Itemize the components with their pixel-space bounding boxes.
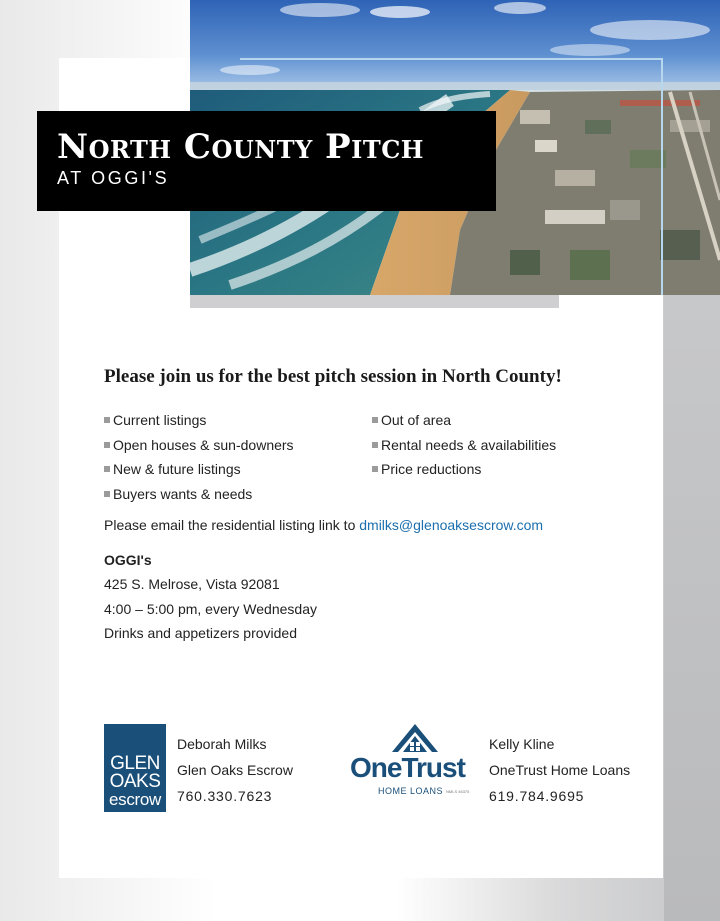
email-instruction: Please email the residential listing link to dmilks@glenoaksescrow.com <box>104 517 544 533</box>
venue-details <box>104 550 317 647</box>
list-item: Current listings <box>104 410 294 435</box>
sponsor-contact-glen-oaks <box>177 734 293 812</box>
contact-company: Glen Oaks Escrow <box>177 762 293 778</box>
bullet-square-icon <box>104 491 110 497</box>
contact-phone: 760.330.7623 <box>177 788 273 804</box>
bullet-square-icon <box>372 442 378 448</box>
venue-note: Drinks and appetizers provided <box>104 624 297 641</box>
intro-headline: Please join us for the best pitch session in North County! <box>104 366 562 387</box>
glen-oaks-escrow-logo: GLEN OAKS escrow <box>104 724 166 812</box>
title-banner <box>37 111 496 211</box>
list-item: Out of area <box>372 410 556 435</box>
page-subtitle: AT OGGI'S <box>57 168 170 188</box>
list-item: Buyers wants & needs <box>104 484 294 509</box>
bullet-square-icon <box>104 417 110 423</box>
email-link[interactable]: dmilks@glenoaksescrow.com <box>359 517 544 533</box>
list-item: New & future listings <box>104 459 294 484</box>
sponsor-contact-onetrust <box>489 734 630 812</box>
venue-name: OGGI's <box>104 552 152 568</box>
venue-time: 4:00 – 5:00 pm, every Wednesday <box>104 600 317 617</box>
bullet-square-icon <box>372 466 378 472</box>
list-item: Open houses & sun-downers <box>104 435 294 460</box>
onetrust-logo: OneTrust HOME LOANS NMLS 46375 <box>350 722 480 802</box>
topics-left-list <box>104 410 294 508</box>
contact-name: Kelly Kline <box>489 736 555 752</box>
bullet-square-icon <box>372 417 378 423</box>
page-title: North County Pitch <box>57 127 424 167</box>
contact-company: OneTrust Home Loans <box>489 762 631 778</box>
list-item: Price reductions <box>372 459 556 484</box>
topics-right-list <box>372 410 556 484</box>
bullet-square-icon <box>104 442 110 448</box>
photo-shadow <box>190 293 559 308</box>
list-item: Rental needs & availabilities <box>372 435 556 460</box>
contact-phone: 619.784.9695 <box>489 788 585 804</box>
contact-name: Deborah Milks <box>177 736 267 752</box>
bullet-square-icon <box>104 466 110 472</box>
venue-address: 425 S. Melrose, Vista 92081 <box>104 576 280 593</box>
